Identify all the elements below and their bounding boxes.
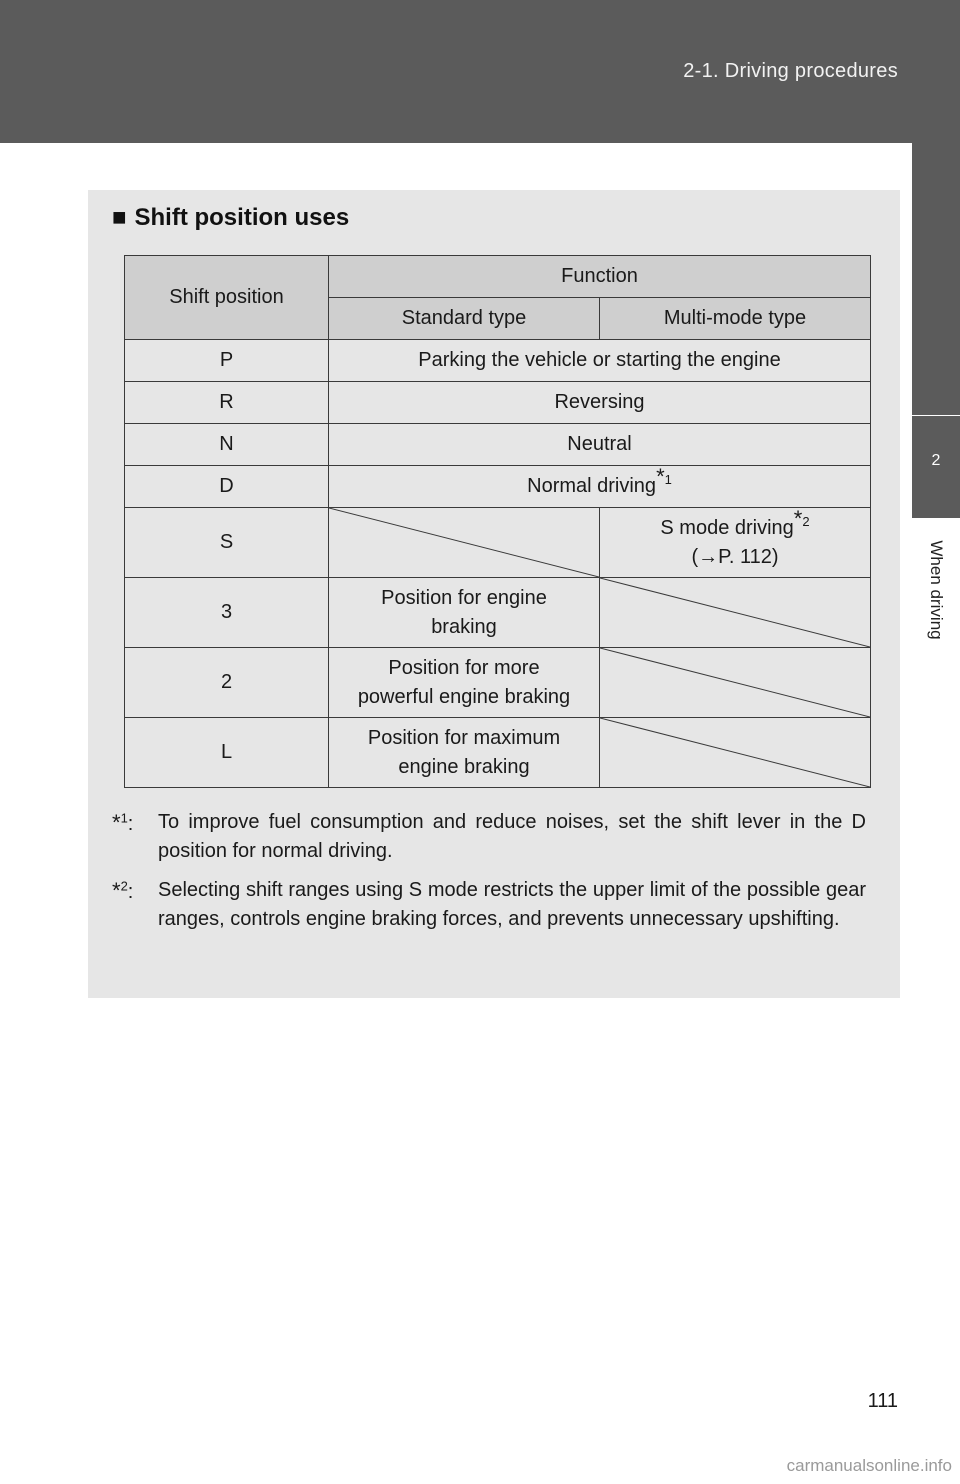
chapter-tab-number: 2: [931, 452, 941, 469]
section-marker: ■: [112, 204, 127, 231]
table-row: [125, 508, 871, 578]
cell-position: R: [125, 382, 329, 424]
header-standard-type: Standard type: [329, 298, 600, 340]
footnote-text: To improve fuel consumption and reduce noises, set the shift lever in the D position for normal driving.: [158, 811, 866, 862]
footnote-marker: *$^2$:: [112, 878, 134, 903]
footnote: [112, 808, 866, 866]
header-shift-position: Shift position: [125, 256, 329, 340]
diagonal-line: [329, 508, 599, 577]
table-row: [125, 424, 871, 466]
function-line: Position for maximum: [367, 726, 561, 749]
page-reference: (→P. 112): [691, 545, 779, 568]
cell-standard: [329, 718, 600, 788]
footnote-marker: *$^1$:: [112, 810, 134, 835]
footnote-number: 2: [802, 513, 810, 529]
table-row: [125, 340, 871, 382]
page-number: 111: [867, 1390, 898, 1412]
function-text: S mode driving: [660, 516, 794, 539]
cell-function: [329, 466, 871, 508]
table-row: [125, 578, 871, 648]
function-line: powerful engine braking: [357, 685, 571, 708]
not-applicable-cell: [600, 718, 871, 788]
footnote: [112, 876, 866, 934]
section-title: [112, 204, 349, 232]
cell-function: Reversing: [329, 382, 871, 424]
cell-standard: [329, 648, 600, 718]
not-applicable-cell: [600, 648, 871, 718]
footnote-number: 1: [120, 810, 128, 826]
cell-position: S: [125, 508, 329, 578]
function-line: engine braking: [398, 755, 530, 778]
cell-multimode: [600, 505, 871, 578]
chapter-tab-label: When driving: [927, 540, 946, 640]
cell-standard: [329, 578, 600, 648]
table-row: [125, 718, 871, 788]
table-row: [125, 466, 871, 508]
chapter-title: 2-1. Driving procedures: [683, 60, 898, 82]
function-line: Position for more: [388, 656, 540, 679]
chapter-tab: [912, 416, 960, 518]
section-title-text: Shift position uses: [134, 204, 350, 231]
footnote-asterisk: *: [112, 810, 121, 835]
footnote-number: 2: [120, 878, 128, 894]
diagonal-line: [600, 578, 870, 647]
cell-function: Parking the vehicle or starting the engine: [329, 340, 871, 382]
cell-position: D: [125, 466, 329, 508]
table-row: [125, 648, 871, 718]
function-line: Position for engine: [381, 586, 547, 609]
diagonal-line: [600, 648, 870, 717]
diagonal-line: [600, 718, 870, 787]
footnote-text: Selecting shift ranges using S mode restricts the upper limit of the possible gear ranges, controls engine braking forces, and prevents unnecessary upshifting.: [158, 879, 866, 930]
function-text: Normal driving: [527, 475, 657, 497]
footnote-asterisk: *: [793, 505, 803, 531]
footnote-asterisk: *: [112, 878, 121, 903]
footnotes: [112, 808, 866, 944]
footnote-number: 1: [664, 472, 672, 488]
page-header: [0, 0, 960, 143]
cell-position: P: [125, 340, 329, 382]
cell-position: 2: [125, 648, 329, 718]
side-tab-strip: [912, 143, 960, 415]
table-row: [125, 382, 871, 424]
cell-function: Neutral: [329, 424, 871, 466]
cell-position: 3: [125, 578, 329, 648]
footnote-asterisk: *: [656, 464, 665, 490]
not-applicable-cell: [329, 508, 600, 578]
cell-position: L: [125, 718, 329, 788]
header-function: Function: [329, 256, 871, 298]
cell-position: N: [125, 424, 329, 466]
watermark: carmanualsonline.info: [786, 1456, 952, 1475]
header-multimode-type: Multi-mode type: [600, 298, 871, 340]
function-line: braking: [431, 615, 497, 638]
not-applicable-cell: [600, 578, 871, 648]
shift-position-table: [124, 255, 871, 788]
